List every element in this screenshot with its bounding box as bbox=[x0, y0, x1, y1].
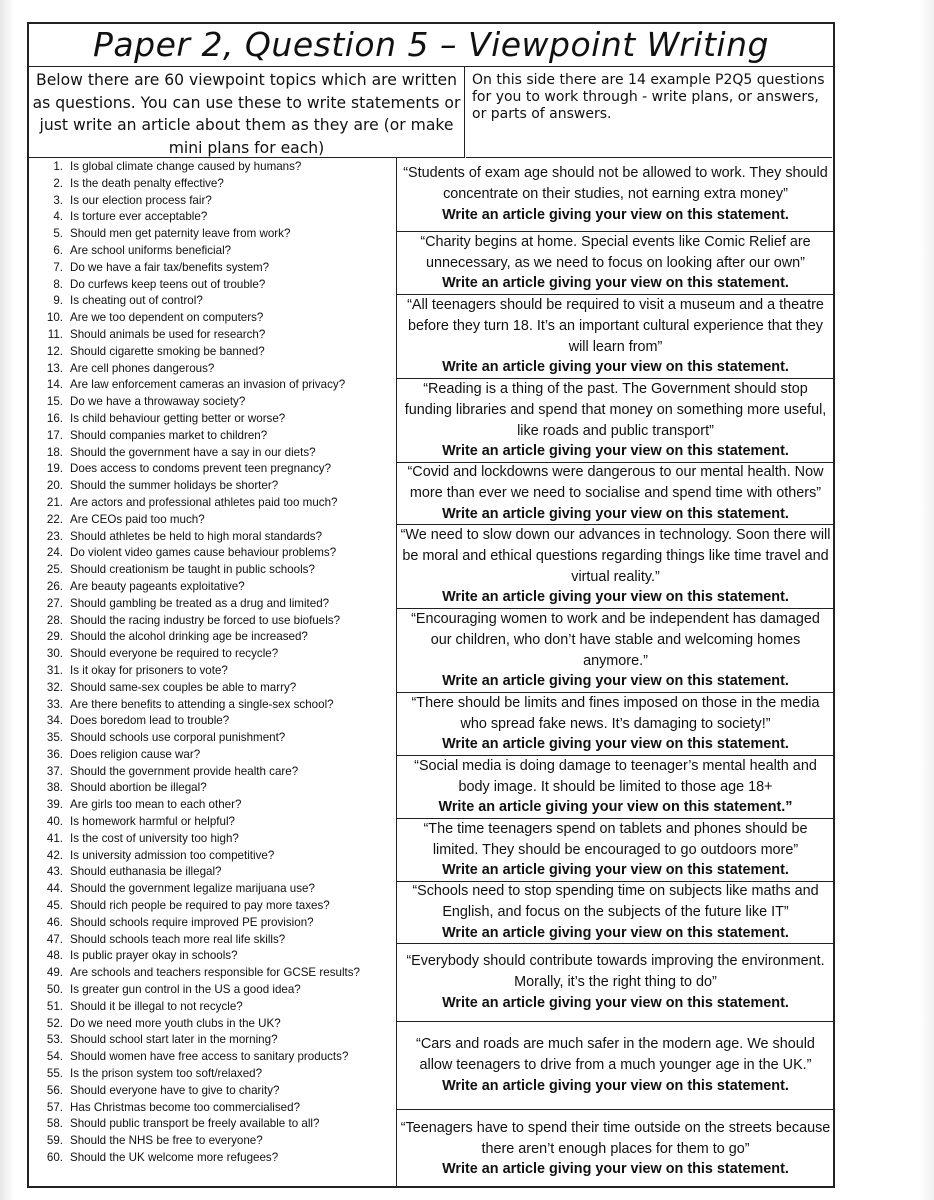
topic-item bbox=[37, 176, 397, 193]
topic-item bbox=[37, 680, 397, 697]
topic-text: Do we have a throwaway society? bbox=[70, 395, 246, 409]
question-quote: “Teenagers have to spend their time outside on the streets because there aren’t enough places for them to go” bbox=[400, 1119, 831, 1157]
topic-number: 27. bbox=[46, 596, 63, 610]
topic-item bbox=[37, 361, 397, 378]
topic-text: Do we need more youth clubs in the UK? bbox=[70, 1016, 281, 1030]
topic-number: 4. bbox=[53, 210, 63, 224]
question-instruction-text: Write an article giving your view on this statement. bbox=[442, 736, 789, 753]
topic-number: 43. bbox=[46, 865, 63, 879]
topic-item bbox=[37, 478, 397, 495]
topic-number: 3. bbox=[53, 193, 63, 207]
topic-number: 37. bbox=[46, 764, 63, 778]
question-instruction-text: Write an article giving your view on this statement. bbox=[442, 275, 789, 292]
question-instruction: Write an article giving your view on this statement. bbox=[442, 505, 789, 522]
topic-number: 26. bbox=[46, 579, 63, 593]
question-instruction bbox=[399, 993, 832, 1014]
topic-text: Is our election process fair? bbox=[70, 193, 212, 207]
topic-text: Is public prayer okay in schools? bbox=[70, 949, 238, 963]
question-instruction-text: Write an article giving your view on this statement. bbox=[442, 359, 789, 376]
topic-item bbox=[37, 713, 397, 730]
question-quote: “Covid and lockdowns were dangerous to our mental health. Now more than ever we need to socialise and spend time with others” bbox=[407, 464, 824, 502]
topic-item bbox=[37, 428, 397, 445]
topic-item bbox=[37, 293, 397, 310]
topic-item bbox=[37, 747, 397, 764]
topic-number: 56. bbox=[46, 1083, 63, 1097]
topic-number: 34. bbox=[46, 714, 63, 728]
topic-number: 36. bbox=[46, 747, 63, 761]
question-instruction bbox=[399, 734, 832, 755]
topic-number: 24. bbox=[46, 546, 63, 560]
topic-text: Do violent video games cause behaviour problems? bbox=[70, 546, 337, 560]
topic-number: 14. bbox=[46, 378, 63, 392]
topic-number: 32. bbox=[46, 680, 63, 694]
topic-item bbox=[37, 982, 397, 999]
question-instruction-text: Write an article giving your view on this statement. bbox=[442, 589, 789, 606]
topic-number: 20. bbox=[46, 479, 63, 493]
topic-number: 48. bbox=[46, 949, 63, 963]
topic-item bbox=[37, 344, 397, 361]
topic-text: Should same-sex couples be able to marry? bbox=[70, 680, 297, 694]
question-instruction bbox=[399, 671, 832, 692]
topic-item bbox=[37, 545, 397, 562]
topic-number: 42. bbox=[46, 848, 63, 862]
topic-text: Should everyone be required to recycle? bbox=[70, 647, 279, 661]
topic-number: 30. bbox=[46, 647, 63, 661]
topic-text: Should creationism be taught in public schools? bbox=[70, 563, 315, 577]
topic-number: 8. bbox=[53, 277, 63, 291]
question-instruction bbox=[399, 205, 832, 226]
topic-number: 22. bbox=[46, 512, 63, 526]
question-quote: “We need to slow down our advances in technology. Soon there will be moral and ethical questions regarding things like time travel and virtual reality.” bbox=[400, 526, 831, 585]
topic-number: 12. bbox=[46, 344, 63, 358]
topic-text: Are beauty pageants exploitative? bbox=[70, 579, 245, 593]
questions-intro: On this side there are 14 example P2Q5 questions for you to work through - write plans, or answers, or parts of answers. bbox=[466, 66, 832, 158]
questions-column bbox=[396, 158, 834, 1188]
topic-text: Should the government legalize marijuana use? bbox=[70, 882, 315, 896]
topic-number: 1. bbox=[53, 160, 63, 173]
question-box bbox=[397, 882, 834, 944]
topic-number: 29. bbox=[46, 630, 63, 644]
topic-number: 47. bbox=[46, 932, 63, 946]
topic-item bbox=[37, 663, 397, 680]
topic-text: Is global climate change caused by humans? bbox=[70, 160, 302, 173]
topic-item bbox=[37, 965, 397, 982]
question-quote: “Students of exam age should not be allowed to work. They should concentrate on their studies, not earning extra money” bbox=[403, 165, 828, 203]
question-quote: “All teenagers should be required to visit a museum and a theatre before they turn 18. It’s an important cultural experience that they will learn from” bbox=[407, 296, 824, 355]
topic-item bbox=[37, 562, 397, 579]
question-box bbox=[397, 819, 834, 882]
topic-text: Should abortion be illegal? bbox=[70, 781, 207, 795]
topic-item bbox=[37, 898, 397, 915]
topic-item bbox=[37, 1100, 397, 1117]
topic-item bbox=[37, 1150, 397, 1167]
topic-number: 5. bbox=[53, 227, 63, 241]
topic-text: Should animals be used for research? bbox=[70, 327, 266, 341]
topic-item bbox=[37, 797, 397, 814]
topic-item bbox=[37, 461, 397, 478]
topic-item bbox=[37, 596, 397, 613]
topic-item bbox=[37, 327, 397, 344]
topic-text: Is it okay for prisoners to vote? bbox=[70, 663, 228, 677]
topic-item bbox=[37, 394, 397, 411]
topic-number: 6. bbox=[53, 243, 63, 257]
topic-item bbox=[37, 579, 397, 596]
question-instruction bbox=[399, 797, 832, 818]
topic-number: 35. bbox=[46, 731, 63, 745]
topic-item bbox=[37, 445, 397, 462]
question-box bbox=[397, 158, 834, 232]
topic-item bbox=[37, 1133, 397, 1150]
topic-text: Are school uniforms beneficial? bbox=[70, 243, 232, 257]
closing-quote: ” bbox=[785, 799, 793, 816]
topic-text: Should the government have a say in our diets? bbox=[70, 445, 316, 459]
question-instruction bbox=[399, 1159, 832, 1180]
topic-text: Should everyone have to give to charity? bbox=[70, 1083, 280, 1097]
topic-item bbox=[37, 512, 397, 529]
topic-number: 16. bbox=[46, 411, 63, 425]
topic-text: Should the alcohol drinking age be increased? bbox=[70, 630, 308, 644]
topic-number: 52. bbox=[46, 1016, 63, 1030]
topic-item bbox=[37, 226, 397, 243]
topic-text: Does access to condoms prevent teen pregnancy? bbox=[70, 462, 332, 476]
question-box bbox=[397, 232, 834, 295]
topic-item bbox=[37, 193, 397, 210]
topic-item bbox=[37, 1083, 397, 1100]
question-quote: “Schools need to stop spending time on subjects like maths and English, and focus on the subjects of the future like IT” bbox=[412, 883, 819, 921]
question-box bbox=[397, 463, 834, 525]
topic-number: 55. bbox=[46, 1067, 63, 1081]
question-box bbox=[397, 693, 834, 756]
topic-number: 2. bbox=[53, 176, 63, 190]
topic-item bbox=[37, 1066, 397, 1083]
topic-number: 15. bbox=[46, 395, 63, 409]
topic-number: 41. bbox=[46, 831, 63, 845]
topic-number: 46. bbox=[46, 915, 63, 929]
topic-item bbox=[37, 377, 397, 394]
topic-item bbox=[37, 1016, 397, 1033]
topic-item bbox=[37, 277, 397, 294]
topic-number: 51. bbox=[46, 999, 63, 1013]
question-box bbox=[397, 944, 834, 1022]
topic-item bbox=[37, 999, 397, 1016]
topic-text: Should the government provide health care? bbox=[70, 764, 299, 778]
topic-text: Does boredom lead to trouble? bbox=[70, 714, 230, 728]
topic-text: Are there benefits to attending a single-sex school? bbox=[70, 697, 334, 711]
topic-item bbox=[37, 260, 397, 277]
topic-text: Should schools require improved PE provision? bbox=[70, 915, 314, 929]
question-box bbox=[397, 756, 834, 819]
topic-text: Does religion cause war? bbox=[70, 747, 201, 761]
topic-item bbox=[37, 529, 397, 546]
topic-text: Is the prison system too soft/relaxed? bbox=[70, 1067, 263, 1081]
topic-text: Should schools use corporal punishment? bbox=[70, 731, 286, 745]
topic-number: 28. bbox=[46, 613, 63, 627]
topic-item bbox=[37, 310, 397, 327]
topic-text: Should the UK welcome more refugees? bbox=[70, 1151, 279, 1165]
topics-intro: Below there are 60 viewpoint topics which are written as questions. You can use these to write statements or just write an article about them as they are (or make mini plans for each) bbox=[29, 66, 465, 158]
question-box bbox=[397, 1022, 834, 1110]
page-title: Paper 2, Question 5 – Viewpoint Writing bbox=[29, 24, 833, 67]
topic-number: 31. bbox=[46, 663, 63, 677]
topic-text: Should athletes be held to high moral standards? bbox=[70, 529, 323, 543]
topic-number: 60. bbox=[46, 1151, 63, 1165]
topic-number: 9. bbox=[53, 294, 63, 308]
topic-text: Do we have a fair tax/benefits system? bbox=[70, 260, 270, 274]
question-quote: “There should be limits and fines imposed on those in the media who spread fake news. It’s damaging to society!” bbox=[411, 694, 820, 732]
topic-text: Are we too dependent on computers? bbox=[70, 311, 264, 325]
topic-item bbox=[37, 864, 397, 881]
question-quote: “The time teenagers spend on tablets and phones should be limited. They should be encouraged to go outdoors more” bbox=[423, 820, 808, 858]
topic-number: 39. bbox=[46, 798, 63, 812]
topic-number: 18. bbox=[46, 445, 63, 459]
topic-item bbox=[37, 697, 397, 714]
topic-text: Should the racing industry be forced to use biofuels? bbox=[70, 613, 341, 627]
topic-text: Should cigarette smoking be banned? bbox=[70, 344, 265, 358]
topic-text: Is cheating out of control? bbox=[70, 294, 203, 308]
question-instruction-text: Write an article giving your view on this statement. bbox=[442, 1077, 789, 1094]
topic-text: Should school start later in the morning? bbox=[70, 1033, 278, 1047]
topic-text: Should gambling be treated as a drug and limited? bbox=[70, 596, 330, 610]
topic-text: Are cell phones dangerous? bbox=[70, 361, 215, 375]
topic-item bbox=[37, 848, 397, 865]
question-instruction-text: Write an article giving your view on this statement. bbox=[442, 994, 789, 1011]
question-quote: “Encouraging women to work and be independent has damaged our children, who don’t have stable and welcoming homes anymore.” bbox=[411, 610, 820, 669]
topic-number: 21. bbox=[46, 495, 63, 509]
question-box bbox=[397, 609, 834, 693]
topic-text: Do curfews keep teens out of trouble? bbox=[70, 277, 266, 291]
question-instruction bbox=[399, 1076, 832, 1097]
question-instruction bbox=[399, 273, 832, 294]
topic-text: Has Christmas become too commercialised? bbox=[70, 1100, 301, 1114]
topic-number: 59. bbox=[46, 1134, 63, 1148]
topic-item bbox=[37, 613, 397, 630]
topic-number: 50. bbox=[46, 983, 63, 997]
topic-item bbox=[37, 629, 397, 646]
topic-text: Are law enforcement cameras an invasion of privacy? bbox=[70, 378, 346, 392]
topic-text: Is the death penalty effective? bbox=[70, 176, 224, 190]
topic-item bbox=[37, 411, 397, 428]
question-quote: “Social media is doing damage to teenager’s mental health and body image. It should be limited to those age 18+ bbox=[414, 757, 817, 795]
question-instruction-text: Write an article giving your view on this statement. bbox=[438, 799, 786, 816]
topic-text: Is university admission too competitive? bbox=[70, 848, 275, 862]
topic-item bbox=[37, 646, 397, 663]
topic-number: 19. bbox=[46, 462, 63, 476]
topic-text: Is the cost of university too high? bbox=[70, 831, 239, 845]
question-instruction-text: Write an article giving your view on this statement. bbox=[442, 443, 789, 460]
question-instruction-text: Write an article giving your view on this statement. bbox=[442, 673, 789, 690]
topic-number: 7. bbox=[53, 260, 63, 274]
topic-text: Should schools teach more real life skills? bbox=[70, 932, 286, 946]
topic-item bbox=[37, 780, 397, 797]
topic-item bbox=[37, 495, 397, 512]
question-quote: “Everybody should contribute towards improving the environment. Morally, it’s the right thing to do” bbox=[406, 953, 825, 991]
question-box bbox=[397, 379, 834, 463]
topic-text: Should women have free access to sanitary products? bbox=[70, 1050, 349, 1064]
topic-text: Should public transport be freely available to all? bbox=[70, 1117, 320, 1131]
question-box bbox=[397, 295, 834, 379]
topic-number: 33. bbox=[46, 697, 63, 711]
topic-number: 53. bbox=[46, 1033, 63, 1047]
topic-item bbox=[37, 948, 397, 965]
question-instruction bbox=[399, 441, 832, 462]
topic-text: Should the NHS be free to everyone? bbox=[70, 1134, 263, 1148]
topic-number: 40. bbox=[46, 815, 63, 829]
topic-item bbox=[37, 915, 397, 932]
topic-text: Are CEOs paid too much? bbox=[70, 512, 205, 526]
topic-text: Are actors and professional athletes paid too much? bbox=[70, 495, 338, 509]
topic-text: Should companies market to children? bbox=[70, 428, 268, 442]
topic-number: 25. bbox=[46, 563, 63, 577]
topic-item bbox=[37, 730, 397, 747]
topic-item bbox=[37, 159, 397, 176]
topics-list bbox=[37, 159, 397, 1167]
topic-item bbox=[37, 1032, 397, 1049]
question-instruction-text: Write an article giving your view on this statement. bbox=[442, 1161, 789, 1178]
question-box bbox=[397, 1110, 834, 1188]
topic-text: Should euthanasia be illegal? bbox=[70, 865, 222, 879]
topic-text: Should rich people be required to pay more taxes? bbox=[70, 899, 330, 913]
topic-item bbox=[37, 1049, 397, 1066]
question-instruction-text: Write an article giving your view on this statement. bbox=[442, 924, 789, 941]
question-instruction bbox=[399, 860, 832, 881]
topic-text: Is child behaviour getting better or worse? bbox=[70, 411, 286, 425]
topic-number: 44. bbox=[46, 882, 63, 896]
topic-item bbox=[37, 932, 397, 949]
topic-item bbox=[37, 243, 397, 260]
topic-text: Is greater gun control in the US a good idea? bbox=[70, 983, 301, 997]
topic-number: 11. bbox=[47, 327, 63, 341]
topic-item bbox=[37, 209, 397, 226]
topic-item bbox=[37, 831, 397, 848]
question-box bbox=[397, 525, 834, 609]
topic-number: 45. bbox=[46, 899, 63, 913]
topic-number: 13. bbox=[46, 361, 63, 375]
topic-number: 17. bbox=[46, 428, 63, 442]
topic-text: Should it be illegal to not recycle? bbox=[70, 999, 243, 1013]
topic-number: 49. bbox=[46, 966, 63, 980]
question-instruction bbox=[399, 587, 832, 608]
topic-item bbox=[37, 881, 397, 898]
topic-item bbox=[37, 814, 397, 831]
topic-number: 58. bbox=[46, 1117, 63, 1131]
topic-text: Are girls too mean to each other? bbox=[70, 798, 242, 812]
topic-item bbox=[37, 1116, 397, 1133]
topic-item bbox=[37, 764, 397, 781]
topic-text: Is torture ever acceptable? bbox=[70, 210, 208, 224]
topic-number: 10. bbox=[46, 311, 63, 325]
topic-text: Is homework harmful or helpful? bbox=[70, 815, 235, 829]
topic-text: Should men get paternity leave from work? bbox=[70, 227, 291, 241]
question-instruction bbox=[399, 357, 832, 378]
question-quote: “Reading is a thing of the past. The Government should stop funding libraries and spend that money on something more useful, like roads and public transport” bbox=[404, 380, 827, 439]
topic-number: 23. bbox=[46, 529, 63, 543]
question-quote: “Charity begins at home. Special events like Comic Relief are unnecessary, as we need to focus on looking after our own” bbox=[420, 233, 811, 271]
question-instruction-text: Write an article giving your view on this statement. bbox=[442, 206, 789, 223]
question-quote: “Cars and roads are much safer in the modern age. We should allow teenagers to drive from a much younger age in the UK.” bbox=[416, 1036, 815, 1074]
topic-text: Should the summer holidays be shorter? bbox=[70, 479, 279, 493]
question-instruction-text: Write an article giving your view on this statement. bbox=[442, 862, 789, 879]
topic-number: 57. bbox=[46, 1100, 63, 1114]
topic-number: 38. bbox=[46, 781, 63, 795]
topic-text: Are schools and teachers responsible for GCSE results? bbox=[70, 966, 360, 980]
worksheet-frame bbox=[27, 22, 835, 1188]
topic-number: 54. bbox=[46, 1050, 63, 1064]
question-instruction bbox=[399, 923, 832, 944]
